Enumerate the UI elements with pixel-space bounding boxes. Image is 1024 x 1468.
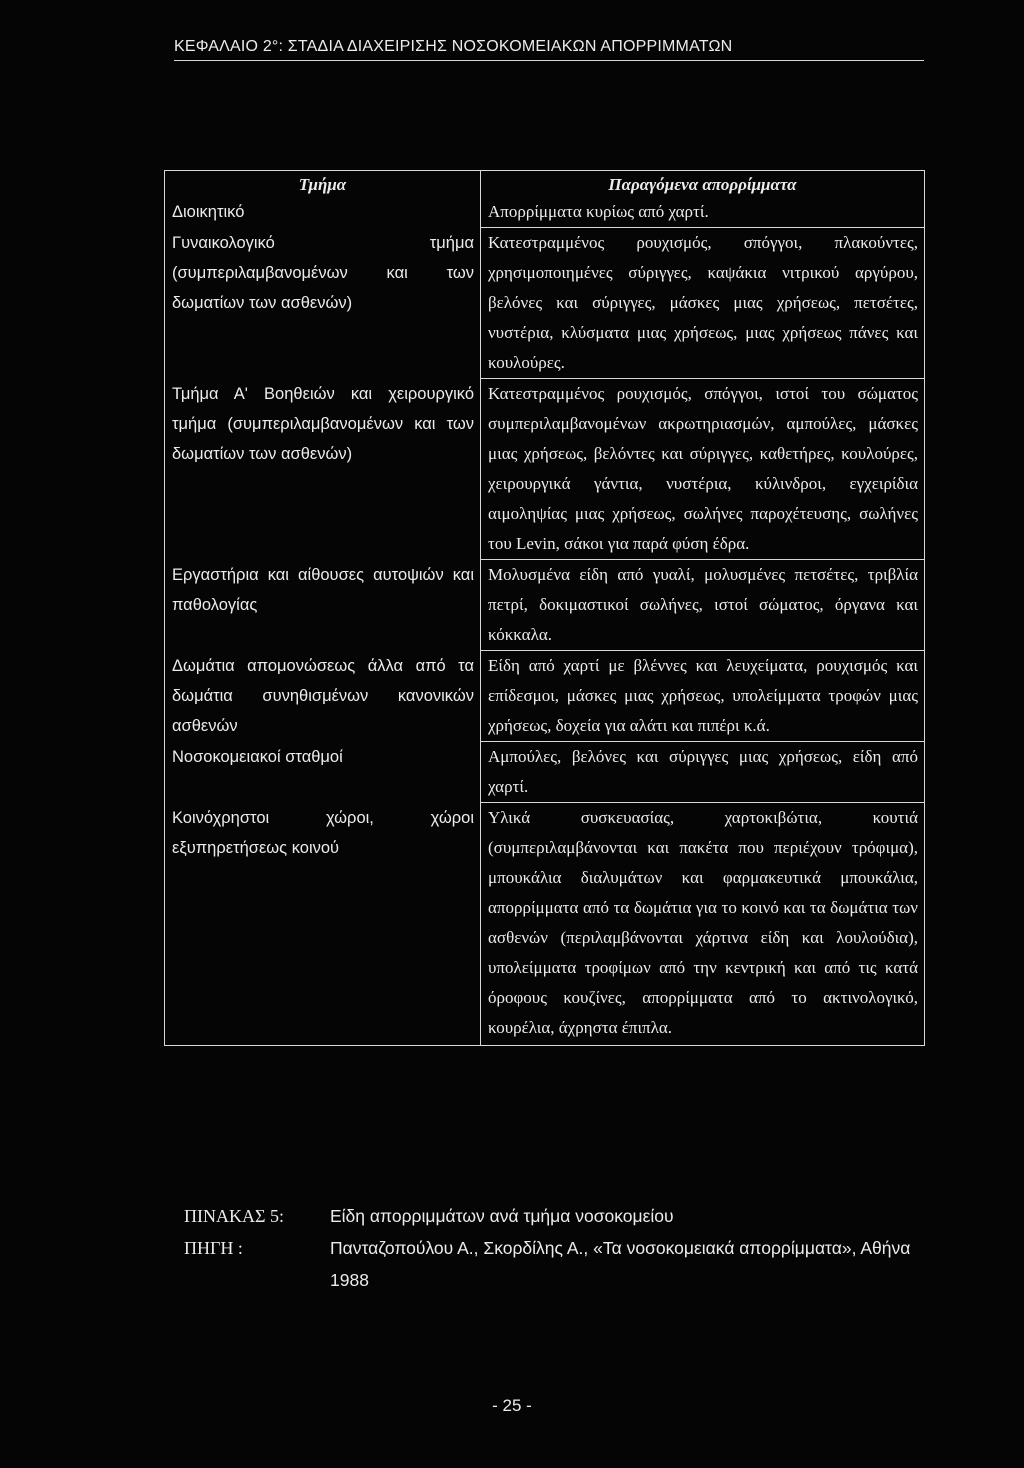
waste-cell: Κατεστραμμένος ρουχισμός, σπόγγοι, πλακούντες, χρησιμοποιημένες σύριγγες, καψάκια νιτρικού αργύρου, βελόνες και σύριγγες, μάσκες μιας χρήσεως, πετσέτες, νυστέρια, κλύσματα μιας χρήσεως, μιας χρήσεως πάνες και κουλούρες. — [481, 228, 925, 379]
column-header-department: Τμήμα — [298, 175, 347, 194]
table-caption — [184, 1200, 924, 1296]
waste-cell: Κατεστραμμένος ρουχισμός, σπόγγοι, ιστοί του σώματος συμπεριλαμβανομένων ακρωτηριασμών, αμπούλες, μάσκες μιας χρήσεως, βελόντες και σύριγγες, καθετήρες, κουλούρες, χειρουργικά γάντια, νυστέρια, κύλινδροι, εγχειρίδια αιμοληψίας μιας χρήσεως, σωλήνες παροχέτευσης, σωλήνες του Levin, σάκοι για παρά φύση έδρα. — [481, 379, 925, 560]
caption-title-row — [184, 1200, 924, 1232]
column-header-waste: Παραγόμενα απορρίμματα — [481, 171, 925, 198]
department-cell: Εργαστήρια και αίθουσες αυτοψιών και παθολογίας — [172, 565, 474, 614]
caption-source-row — [184, 1232, 924, 1296]
table-row — [165, 197, 925, 228]
source-label: ΠΗΓΗ : — [184, 1238, 243, 1258]
waste-cell: Υλικά συσκευασίας, χαρτοκιβώτια, κουτιά (συμπεριλαμβάνονται και πακέτα που περιέχουν τρόφιμα), μπουκάλια διαλυμάτων και φαρμακευτικά μπουκάλια, απορρίμματα από τα δωμάτια για το κοινό και τα δωμάτια των ασθενών (περιλαμβάνονται χάρτινα είδη και λουλούδια), υπολείμματα τροφίμων από την κεντρική και από τις κατά όροφους κουζίνες, απορρίμματα από το ακτινολογικό, κουρέλια, άχρηστα έπιπλα. — [481, 803, 925, 1046]
table-row — [165, 560, 925, 651]
table-label: ΠΙΝΑΚΑΣ 5: — [184, 1206, 284, 1226]
department-cell: Νοσοκομειακοί σταθμοί — [172, 747, 343, 766]
waste-cell: Μολυσμένα είδη από γυαλί, μολυσμένες πετσέτες, τριβλία πετρί, δοκιμαστικοί σωλήνες, ιστοί σώματος, όργανα και κόκκαλα. — [481, 560, 925, 651]
source-text: Πανταζοπούλου Α., Σκορδίλης Α., «Τα νοσοκομειακά απορρίμματα», Αθήνα 1988 — [330, 1238, 911, 1290]
department-cell: Τμήμα Α' Βοηθειών και χειρουργικό τμήμα (συμπεριλαμβανομένων και των δωματίων των ασθενών) — [172, 384, 474, 463]
chapter-title: ΚΕΦΑΛΑΙΟ 2°: ΣΤΑΔΙΑ ΔΙΑΧΕΙΡΙΣΗΣ ΝΟΣΟΚΟΜΕΙΑΚΩΝ ΑΠΟΡΡΙΜΜΑΤΩΝ — [174, 38, 733, 55]
table-title: Είδη απορριμμάτων ανά τμήμα νοσοκομείου — [330, 1206, 674, 1226]
department-cell: Γυναικολογικό τμήμα (συμπεριλαμβανομένων και των δωματίων των ασθενών) — [172, 233, 474, 312]
waste-cell: Είδη από χαρτί με βλέννες και λευχείματα, ρουχισμός και επίδεσμοι, μάσκες μιας χρήσεως, υπολείμματα τροφών μιας χρήσεως, δοχεία για αλάτι και πιπέρι κ.ά. — [481, 651, 925, 742]
department-cell: Δωμάτια απομονώσεως άλλα από τα δωμάτια συνηθισμένων κανονικών ασθενών — [172, 656, 474, 735]
table-row — [165, 803, 925, 1046]
waste-by-department-table — [164, 170, 925, 1046]
department-cell: Διοικητικό — [172, 203, 245, 221]
department-cell: Κοινόχρηστοι χώροι, χώροι εξυπηρετήσεως κοινού — [165, 803, 481, 1046]
running-header — [174, 38, 924, 61]
page-number: - 25 - — [492, 1396, 532, 1415]
table-row — [165, 742, 925, 803]
table-header-row — [165, 171, 925, 198]
table-row — [165, 228, 925, 379]
table-row — [165, 379, 925, 560]
waste-cell: Αμπούλες, βελόνες και σύριγγες μιας χρήσεως, είδη από χαρτί. — [481, 742, 925, 803]
table-row — [165, 651, 925, 742]
waste-cell: Απορρίμματα κυρίως από χαρτί. — [481, 197, 925, 228]
